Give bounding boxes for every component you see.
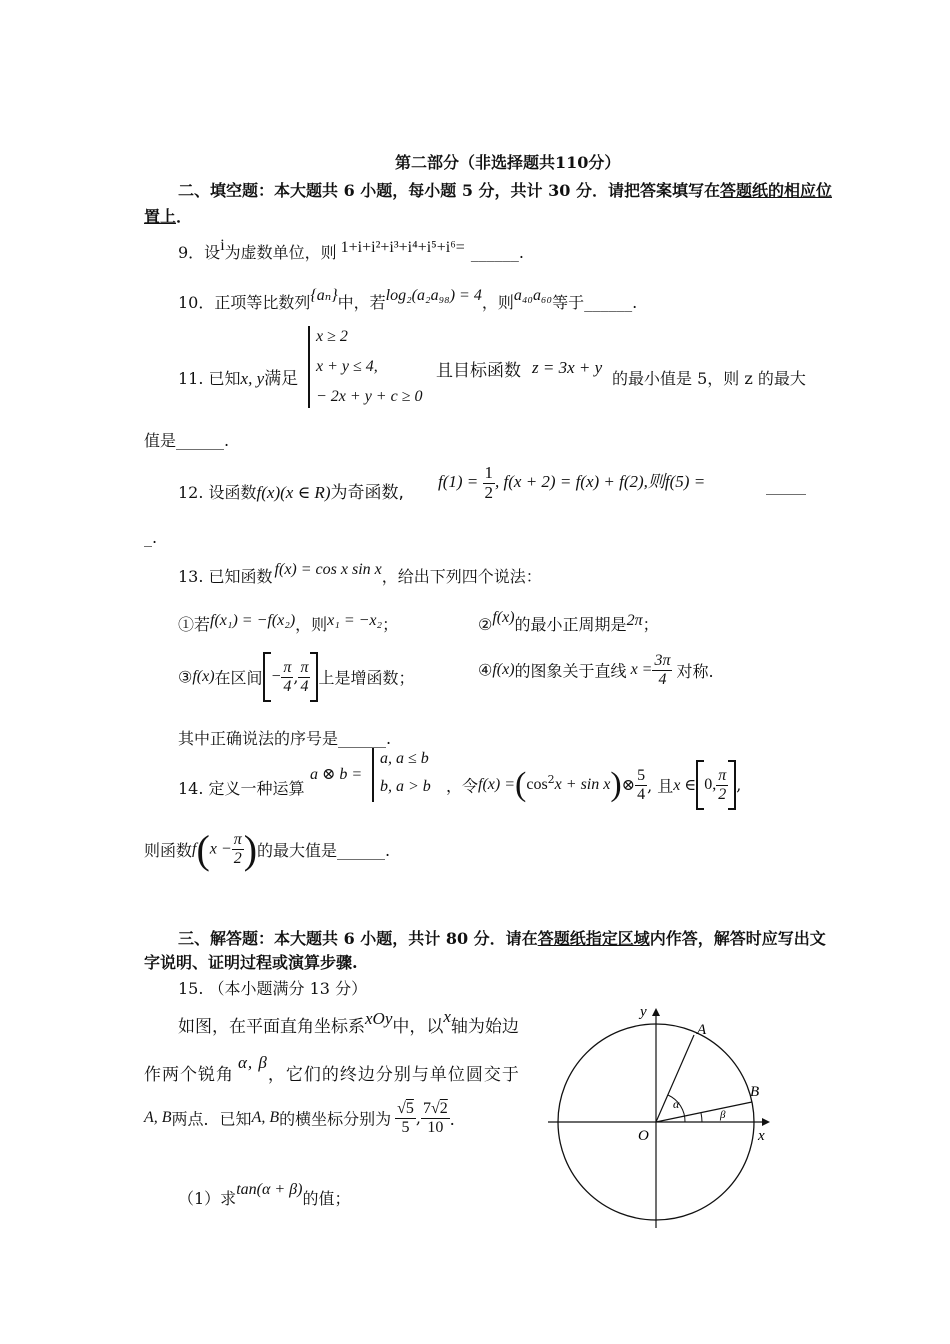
q12-odd: 为奇函数, [330, 483, 404, 503]
section2-heading-line2 [144, 204, 192, 227]
label-x: x [758, 1128, 765, 1144]
q15-line3: A, B两点．已知A, B的横坐标分别为 $\frac{√5}{5}$ , $\frac{7√2}{10}$ ． [144, 1100, 466, 1136]
q15-sqrt5-den: 5 [401, 1118, 410, 1136]
q11-constraint-2: x + y ≤ 4, [316, 358, 378, 375]
q13-s1-end: ； [382, 615, 399, 634]
q10-middle: 中，若 [337, 293, 386, 312]
question-13 [178, 561, 542, 587]
q15-p1-b: 的值； [302, 1189, 351, 1208]
label-beta: β [720, 1109, 726, 1121]
q13-s4-frac [652, 652, 672, 688]
q15-p1-expr: tan(α + β) [236, 1181, 303, 1198]
q13-s4-frac-den: 4 [658, 670, 667, 688]
q15-l2-a: 作两个锐角 [144, 1065, 234, 1085]
q15-ten: 10 [427, 1118, 444, 1136]
q13-s1-eq: f(x₁) = −f(x₂) [210, 612, 296, 629]
q14-fdef-cos: cos [526, 776, 548, 793]
q14-line2: 则函数f(x − $\frac{\pi}{2}$ )的最大值是______. [144, 827, 391, 872]
q15-l3-a: 两点．已知 [171, 1109, 252, 1129]
q13-s3-frac1-den: 4 [283, 677, 292, 695]
question-14 [178, 776, 305, 799]
label-y: y [640, 1004, 647, 1020]
q13-func: f(x) = cos x sin x [274, 561, 382, 578]
q15-l1-c: 轴为始边 [450, 1017, 519, 1037]
q12-blank: _____ [766, 476, 806, 495]
q13-s3-frac2-den: 4 [300, 677, 309, 695]
q15-l1-xoy: xOy [365, 1009, 393, 1028]
q13-s1-result: x₁ = −x₂ [327, 612, 383, 629]
q15-line1 [178, 1007, 519, 1037]
question-11 [178, 364, 298, 389]
question-9 [178, 237, 524, 263]
q13-s2-f: f(x) [492, 609, 515, 626]
q13-s2-text: 的最小正周期是 [514, 615, 627, 634]
q12-half [483, 464, 496, 502]
q12-rel: , f(x + 2) = f(x) + f(2),则f(5) = [495, 472, 706, 492]
q11-suffix: 的最小值是 5，则 z 的最大 [612, 369, 806, 388]
q9-expr: 1+i+i²+i³+i⁴+i⁵+i⁶= [340, 239, 465, 256]
q10-prefix: 10．正项等比数列 [178, 293, 311, 312]
unit-circle-figure [540, 996, 790, 1232]
q12-line2: _. [144, 528, 158, 547]
section3-heading [178, 926, 826, 949]
q15-sqrt5-radicand: 5 [405, 1100, 414, 1117]
q15-p1-a: （1）求 [178, 1189, 237, 1208]
q13-prefix: 13. 已知函数 [178, 567, 273, 586]
q15-line2 [144, 1053, 520, 1085]
q11-vars: x, y [240, 369, 265, 388]
q15-frac-7sqrt2: $\frac{7√2}{10}$ [423, 1100, 448, 1136]
q13-s3-frac1 [281, 659, 293, 695]
q13-s3-frac1-num: π [283, 658, 292, 676]
q13-s3-frac2-num: π [300, 658, 309, 676]
q9-var-i: i [220, 237, 225, 254]
q12-half-num: 1 [484, 463, 494, 482]
q15-l3-end: ． [449, 1109, 466, 1129]
q14-case-2: b, a > b [380, 778, 431, 795]
q15-l3-b: 的横坐标分别为 [279, 1109, 392, 1129]
q15-l1-a: 如图，在平面直角坐标系 [178, 1017, 365, 1037]
q10-middle2: ，则 [481, 293, 514, 312]
q14-line2-suffix: 的最大值是______. [257, 841, 391, 860]
q14-brace [372, 748, 378, 802]
q12-prefix: 12. 设函数 [178, 483, 257, 502]
section2-heading-line2-underlined: 置上 [144, 207, 177, 226]
q14-fdef-a: f(x) = [478, 776, 516, 793]
q14-cond-x: x ∈ [673, 777, 697, 794]
q14-two: 2 [718, 785, 727, 803]
label-alpha: α [673, 1097, 680, 1111]
q15-l3-ab: A, B [144, 1109, 172, 1127]
q10-suffix: 等于______. [552, 293, 638, 312]
q14-four: 4 [637, 785, 646, 803]
q14-line2-f: f [192, 840, 197, 858]
section2-heading-underlined: 答题纸的相应位 [719, 181, 832, 200]
q13-s3-left-bracket [263, 652, 271, 702]
section2-heading [178, 178, 832, 201]
q14-five: 5 [637, 766, 646, 784]
question-12 [178, 478, 404, 503]
q11-satisfy: 满足 [264, 369, 299, 389]
q13-statement-2 [478, 609, 659, 635]
q13-statement-3: ③f(x)在区间 − $\frac{\pi}{4}$ , $\frac{\pi}{4}$ 上是增函数； [178, 652, 415, 702]
q13-s4-end: 对称. [676, 661, 714, 681]
q15-l1-x: x [443, 1007, 451, 1026]
q12-func: f(x)(x ∈ R) [256, 483, 331, 502]
q12-expr [438, 464, 705, 502]
q14-case-1: a, a ≤ b [380, 750, 429, 767]
q14-five-fourths [635, 767, 647, 803]
q13-statement-1 [178, 612, 398, 635]
q13-s4-text: 的图象关于直线 [514, 661, 627, 681]
q13-statement-4 [478, 652, 714, 702]
label-a: A [697, 1022, 707, 1038]
q13-s4-frac-num: 3π [654, 652, 671, 669]
x-axis-arrow [762, 1118, 770, 1126]
q11-line2: 值是______. [144, 431, 230, 450]
q11-brace [308, 326, 314, 408]
q12-f1: f(1) = [438, 472, 479, 492]
q14-zero: 0, [704, 776, 717, 793]
arc-beta [701, 1113, 702, 1122]
q11-constraint-3: − 2x + y + c ≥ 0 [316, 388, 423, 405]
q13-s4-f: f(x) [492, 661, 515, 679]
q13-s3-f: f(x) [192, 668, 215, 685]
part-title: 第二部分（非选择题共110分） [395, 153, 621, 172]
q15-title: 15. （本小题满分 13 分） [178, 979, 368, 998]
q11-objective: z = 3x + y [532, 358, 603, 377]
q15-seven: 7 [423, 1100, 431, 1117]
q14-cond: , 且 [647, 776, 674, 796]
q15-frac-sqrt5: $\frac{√5}{5}$ [397, 1100, 414, 1136]
ray-b [656, 1102, 752, 1122]
q14-otimes: ⊗ [621, 777, 636, 794]
q15-l2-ab: α, β [238, 1053, 268, 1072]
section3-heading-b: 内作答，解答时应写出文 [649, 929, 826, 948]
q13-answer: 其中正确说法的序号是______. [178, 729, 392, 748]
section3-heading-a: 三、解答题：本大题共 6 小题，共计 80 分．请在 [178, 929, 538, 948]
q14-line2-frac [232, 831, 244, 867]
label-o: O [638, 1128, 649, 1144]
q13-suffix: ，给出下列四个说法： [381, 567, 542, 586]
q12-half-den: 2 [484, 482, 494, 502]
q9-blank: ______. [470, 243, 524, 262]
q10-target: a₄₀a₆₀ [513, 287, 553, 304]
q11-prefix: 11. 已知 [178, 369, 241, 388]
q14-pi: π [718, 766, 727, 784]
q9-prefix: 9．设 [178, 243, 221, 262]
q14-fdef-c: x + sin x [554, 776, 611, 793]
q15-l1-b: 中，以 [392, 1017, 444, 1037]
q14-fdef: ，令$f(x) =(\cos^2x + \sin$ x)⊗ $\frac{5}{4}$ , 且x ∈ 0, $\frac{\pi}{2}$ , [446, 760, 741, 806]
q11-constraint-1: x ≥ 2 [316, 328, 348, 345]
section3-heading-line2: 字说明、证明过程或演算步骤. [144, 953, 358, 972]
q13-s1-then: ，则 [295, 615, 328, 634]
q13-s3-minus: − [270, 668, 282, 685]
q13-s3-label: ③ [178, 667, 193, 687]
q14-op: a ⊗ b = [310, 766, 363, 783]
question-10 [178, 287, 638, 313]
q13-s2-value: 2π [626, 612, 643, 629]
q11-mid: 且目标函数 [436, 361, 521, 381]
y-axis-arrow [652, 1008, 660, 1016]
q15-l2-b: ，它们的终边分别与单位圆交于 [267, 1065, 520, 1085]
q13-s3-end: 上是增函数； [318, 668, 415, 688]
q10-seq: {aₙ} [310, 287, 338, 304]
q14-pi-half [716, 767, 728, 803]
q13-s4-label: ④ [478, 660, 493, 680]
q15-part1 [178, 1181, 351, 1209]
q13-s3-text: 在区间 [214, 668, 263, 688]
q14-comma: , [736, 775, 742, 795]
q14-line2-pi: π [233, 831, 242, 849]
section2-heading-line2-end: ． [176, 207, 193, 226]
label-b: B [750, 1084, 760, 1100]
q10-cond: log₂(a₂a₉₈) = 4 [385, 287, 482, 304]
q13-s1-label: ①若 [178, 615, 211, 634]
q13-s2-end: ； [642, 615, 659, 634]
q14-line2-two: 2 [233, 850, 242, 867]
section3-heading-underlined: 答题纸指定区域 [537, 929, 650, 948]
q14-mid: ，令 [446, 776, 479, 796]
q9-middle: 为虚数单位，则 [224, 243, 337, 262]
q13-s2-label: ② [478, 615, 493, 634]
q15-l3-ab2: A, B [251, 1109, 280, 1127]
q13-s3-frac2 [298, 659, 310, 695]
q15-sqrt2-radicand: 2 [439, 1100, 448, 1117]
section2-heading-text: 二、填空题：本大题共 6 小题，每小题 5 分，共计 30 分．请把答案填写在 [178, 181, 720, 200]
q14-prefix: 14. 定义一种运算 [178, 779, 305, 798]
q14-line2-x: x − [209, 840, 232, 858]
q13-s4-x: x = [630, 661, 653, 679]
q14-line2-prefix: 则函数 [144, 841, 193, 860]
